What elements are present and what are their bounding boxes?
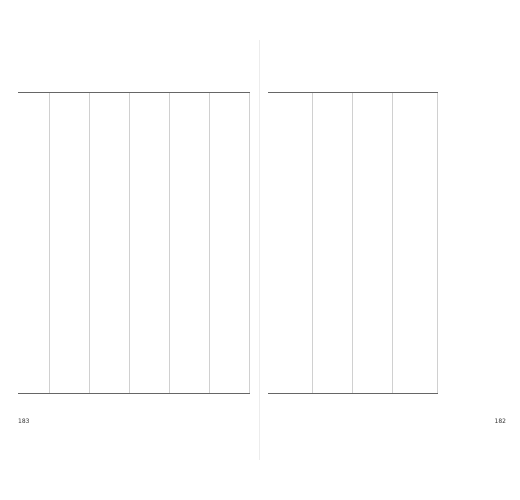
timeline-column <box>313 93 353 393</box>
timeline-column <box>210 93 250 393</box>
timeline-column <box>170 93 210 393</box>
timeline-column <box>90 93 130 393</box>
timeline-column <box>393 93 438 393</box>
timeline-column <box>18 93 50 393</box>
timeline-table-right <box>268 92 438 394</box>
page-number: 183 <box>18 418 30 425</box>
timeline-column <box>268 93 313 393</box>
timeline-column <box>50 93 90 393</box>
page-number: 182 <box>494 418 506 425</box>
timeline-column <box>353 93 393 393</box>
right-page <box>260 0 520 500</box>
timeline-column <box>130 93 170 393</box>
timeline-table-left <box>18 92 250 394</box>
